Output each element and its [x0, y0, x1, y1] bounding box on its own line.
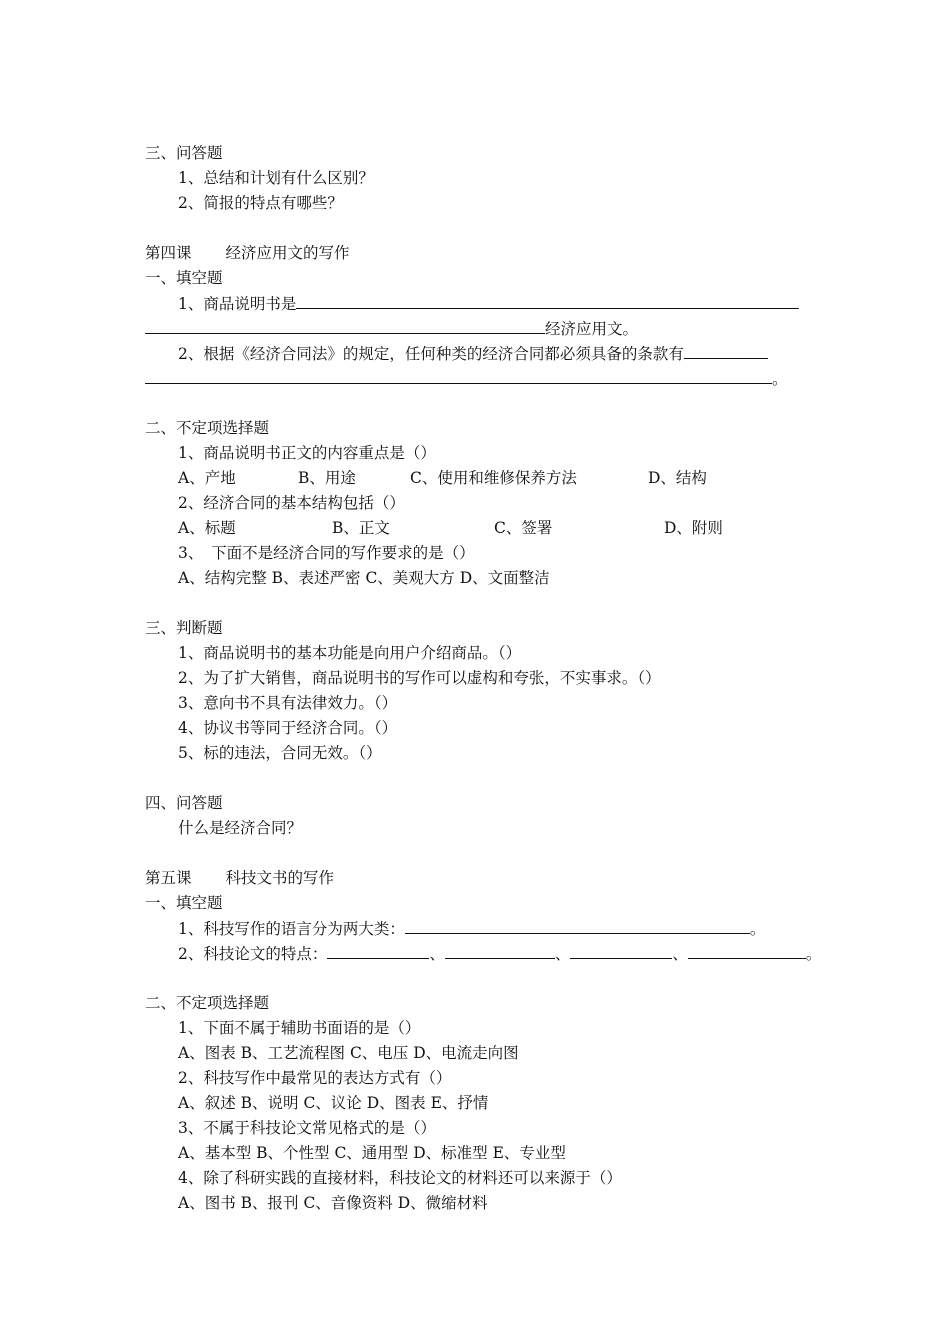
- section-heading: 三、问答题: [145, 144, 223, 162]
- judge-item: 2、为了扩大销售，商品说明书的写作可以虚构和夸张，不实事求。（）: [178, 669, 661, 687]
- question-text: 2、科技论文的特点：: [178, 945, 328, 963]
- question-text: 3、 下面不是经济合同的写作要求的是（）: [178, 544, 475, 562]
- answer-blank[interactable]: [445, 941, 555, 959]
- options-row: A、图表 B、工艺流程图 C、电压 D、电流走向图: [178, 1044, 519, 1062]
- section-heading: 四、问答题: [145, 794, 223, 812]
- question-text: 1、下面不属于辅助书面语的是（）: [178, 1019, 421, 1037]
- separator: 、: [429, 945, 445, 963]
- option-d: D、结构: [648, 469, 707, 487]
- option-a: A、标题: [178, 519, 236, 537]
- answer-blank[interactable]: [296, 291, 799, 309]
- fill-question-continued: [145, 316, 638, 340]
- question-text: 3、不属于科技论文常见格式的是（）: [178, 1119, 436, 1137]
- question-text: 什么是经济合同？: [178, 819, 303, 837]
- separator: 、: [554, 945, 571, 963]
- section-heading: 一、填空题: [145, 894, 223, 912]
- options-row: A、结构完整 B、表述严密 C、美观大方 D、文面整洁: [178, 569, 550, 587]
- answer-blank[interactable]: [405, 916, 750, 934]
- answer-blank[interactable]: [145, 366, 772, 384]
- question-text: 2、科技写作中最常见的表达方式有（）: [178, 1069, 452, 1087]
- lesson-title: [145, 866, 334, 890]
- lesson-title: [145, 241, 350, 265]
- option-a: A、产地: [178, 469, 236, 487]
- question-text: 2、简报的特点有哪些？: [178, 194, 343, 212]
- punctuation: 。: [772, 370, 788, 388]
- options-row: A、图书 B、报刊 C、音像资料 D、微缩材料: [178, 1194, 488, 1212]
- option-c: C、签署: [494, 519, 553, 537]
- judge-item: 5、标的违法，合同无效。（）: [178, 744, 382, 762]
- section-heading: 二、不定项选择题: [145, 419, 270, 437]
- option-b: B、正文: [332, 519, 390, 537]
- fill-question-continued: [145, 366, 788, 390]
- answer-blank[interactable]: [145, 316, 545, 334]
- option-b: B、用途: [298, 469, 356, 487]
- punctuation: 。: [749, 920, 766, 938]
- question-text: 1、商品说明书是: [178, 295, 297, 313]
- lesson-subtitle: 科技文书的写作: [225, 869, 335, 887]
- lesson-number: 第五课: [145, 869, 192, 887]
- question-text: 2、经济合同的基本结构包括（）: [178, 494, 405, 512]
- answer-blank[interactable]: [684, 341, 768, 359]
- question-text: 2、根据《经济合同法》的规定，任何种类的经济合同都必须具备的条款有: [178, 345, 684, 363]
- judge-item: 4、协议书等同于经济合同。（）: [178, 719, 398, 737]
- answer-blank[interactable]: [688, 941, 806, 959]
- fill-question: [178, 341, 768, 365]
- options-row: [0, 466, 950, 490]
- answer-blank[interactable]: [570, 941, 672, 959]
- fill-question: [178, 916, 765, 940]
- section-heading: 一、填空题: [145, 269, 223, 287]
- options-row: A、叙述 B、说明 C、议论 D、图表 E、抒情: [178, 1094, 489, 1112]
- option-d: D、附则: [664, 519, 723, 537]
- fill-question: [178, 941, 821, 965]
- options-row: A、基本型 B、个性型 C、通用型 D、标准型 E、专业型: [178, 1144, 566, 1162]
- options-row: [0, 516, 950, 540]
- judge-item: 1、商品说明书的基本功能是向用户介绍商品。（）: [178, 644, 522, 662]
- question-text: 1、商品说明书正文的内容重点是（）: [178, 444, 436, 462]
- question-text: 1、科技写作的语言分为两大类：: [178, 920, 405, 938]
- question-text: 经济应用文。: [545, 320, 639, 338]
- section-heading: 三、判断题: [145, 619, 223, 637]
- section-heading: 二、不定项选择题: [145, 994, 270, 1012]
- answer-blank[interactable]: [327, 941, 429, 959]
- lesson-subtitle: 经济应用文的写作: [225, 244, 350, 262]
- question-text: 1、总结和计划有什么区别？: [178, 169, 374, 187]
- fill-question: [178, 291, 799, 315]
- judge-item: 3、意向书不具有法律效力。（）: [178, 694, 398, 712]
- question-text: 4、除了科研实践的直接材料，科技论文的材料还可以来源于（）: [178, 1169, 622, 1187]
- option-c: C、使用和维修保养方法: [410, 469, 577, 487]
- punctuation: 。: [805, 945, 822, 963]
- lesson-number: 第四课: [145, 244, 192, 262]
- separator: 、: [672, 945, 688, 963]
